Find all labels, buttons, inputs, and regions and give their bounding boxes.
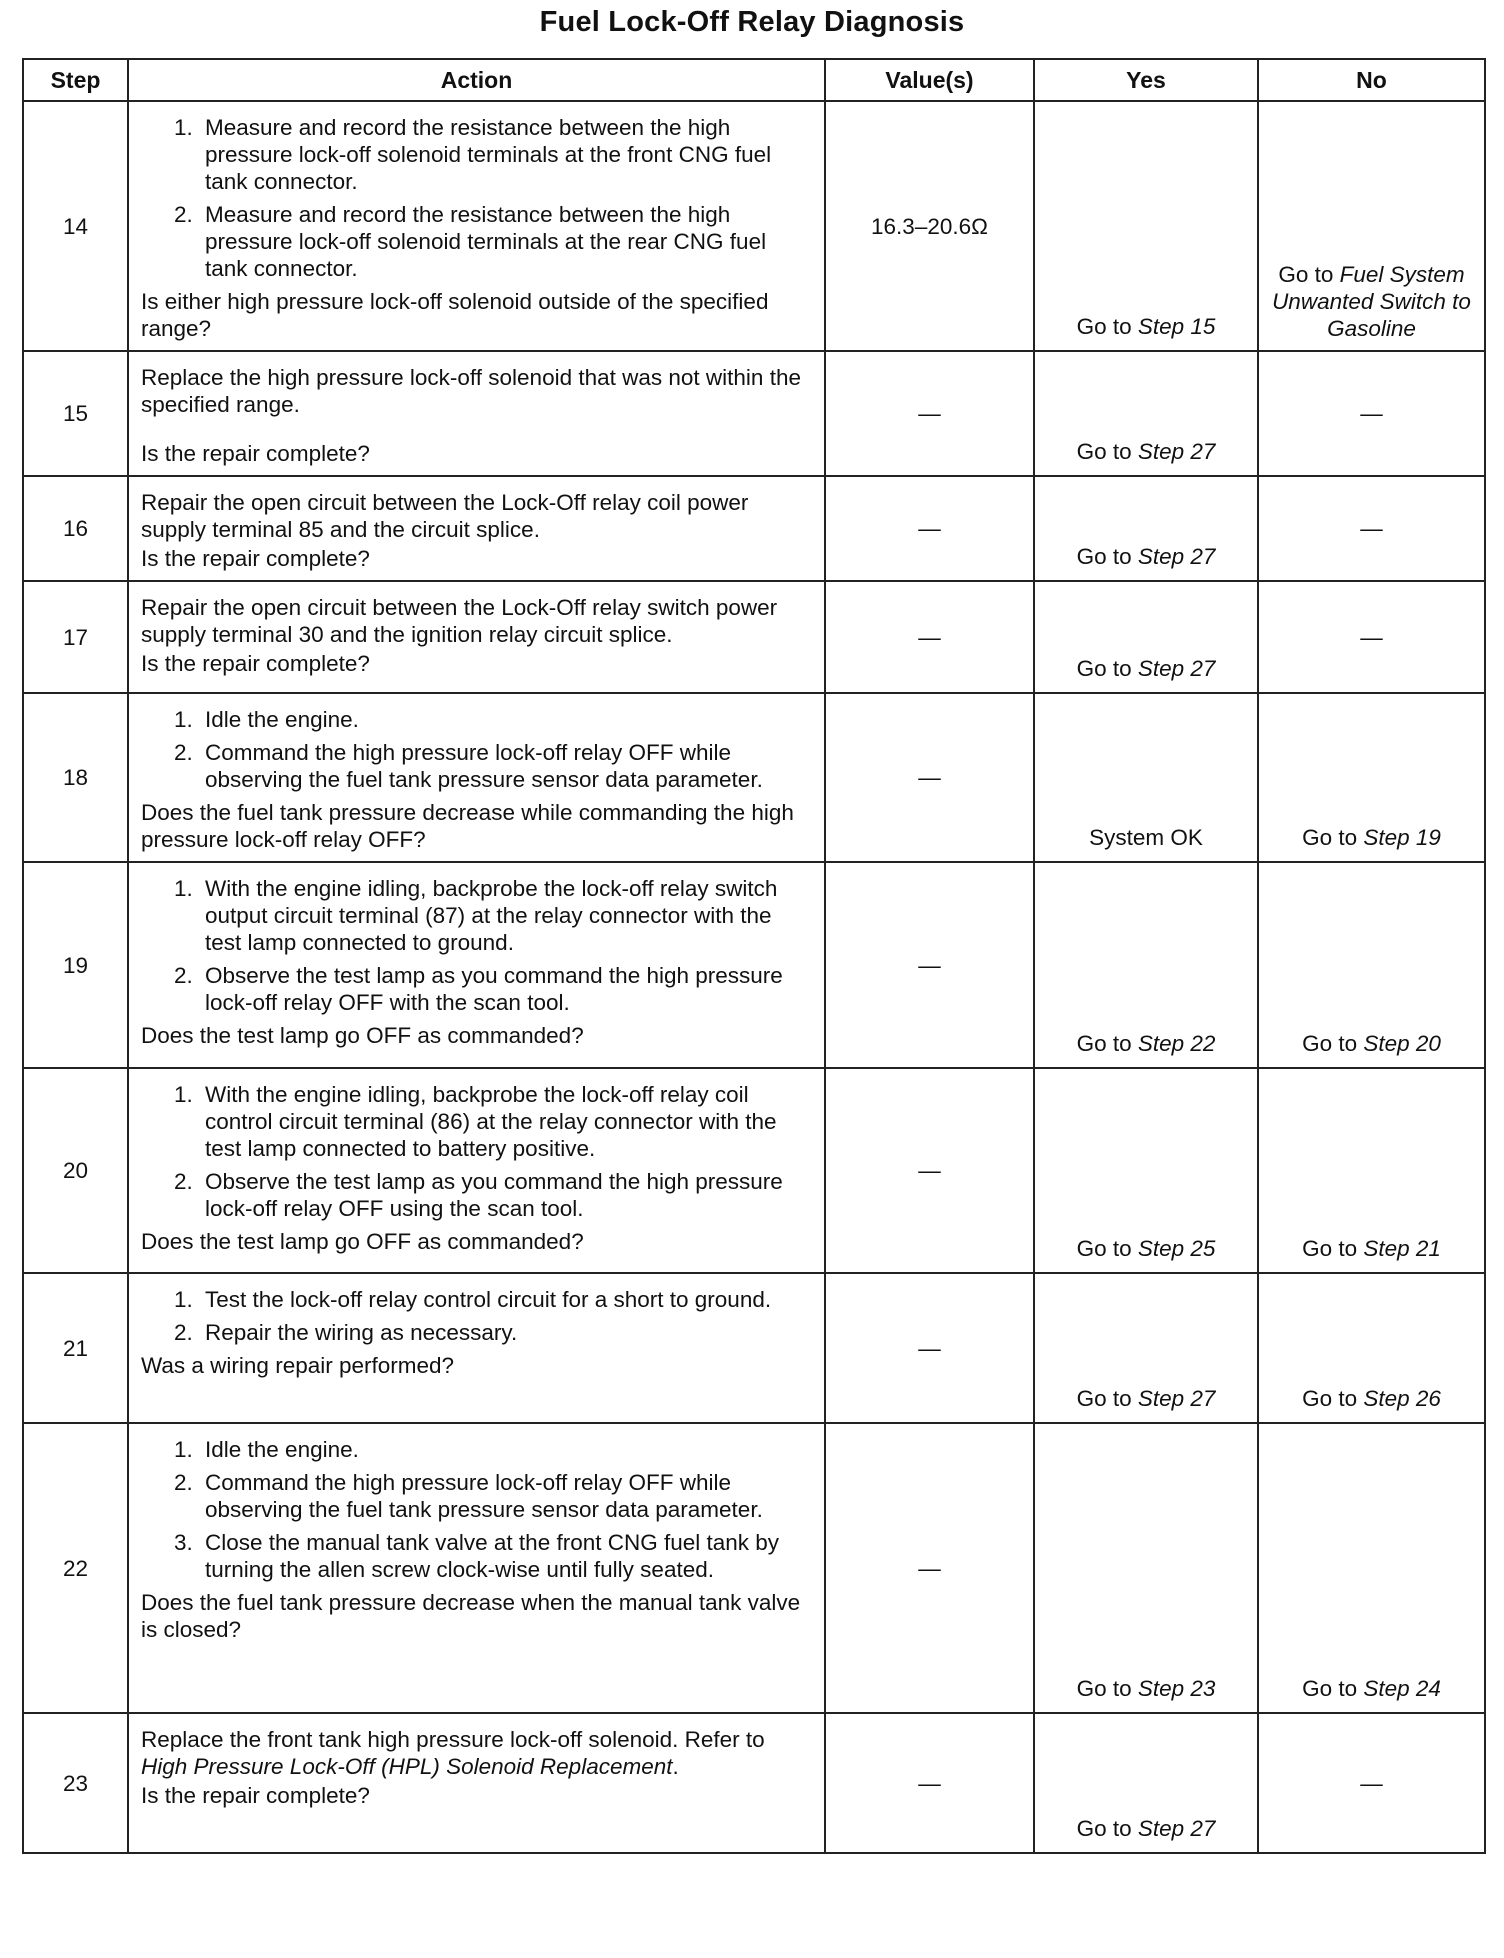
action-cell	[128, 476, 825, 581]
yes-cell	[1034, 1068, 1258, 1273]
action-cell	[128, 693, 825, 862]
table-row	[23, 1273, 1485, 1423]
no-cell	[1258, 693, 1485, 862]
value-cell: —	[825, 581, 1034, 693]
yes-step-link[interactable]: Step 15	[1137, 314, 1216, 339]
action-question: Is either high pressure lock-off solenoid outside of the specified range?	[141, 289, 769, 341]
header-no: No	[1258, 59, 1485, 101]
header-values: Value(s)	[825, 59, 1034, 101]
no-cell	[1258, 1068, 1485, 1273]
step-number: 23	[23, 1713, 128, 1853]
yes-cell	[1034, 862, 1258, 1068]
action-question: Does the fuel tank pressure decrease while commanding the high pressure lock-off relay OFF?	[141, 800, 794, 852]
yes-step-link[interactable]: Step 27	[1137, 656, 1216, 681]
yes-prefix: Go to	[1076, 1236, 1138, 1261]
action-question: Was a wiring repair performed?	[141, 1353, 455, 1378]
action-question: Is the repair complete?	[141, 651, 370, 676]
action-cell	[128, 1068, 825, 1273]
yes-step-link[interactable]: Step 27	[1137, 1816, 1216, 1841]
table-row	[23, 1713, 1485, 1853]
step-number: 22	[23, 1423, 128, 1713]
yes-prefix: Go to	[1076, 1816, 1138, 1841]
action-cell	[128, 1423, 825, 1713]
step-number: 16	[23, 476, 128, 581]
no-prefix: Go to	[1302, 1031, 1364, 1056]
header-row	[23, 59, 1485, 101]
action-item: 1. Idle the engine.	[199, 1436, 814, 1463]
action-item: 3. Close the manual tank valve at the front CNG fuel tank by turning the allen screw clock-wise until fully seated.	[199, 1529, 814, 1583]
step-number: 21	[23, 1273, 128, 1423]
yes-step-link[interactable]: Step 27	[1137, 544, 1216, 569]
no-prefix: Go to	[1278, 262, 1340, 287]
action-question: Is the repair complete?	[141, 1783, 370, 1808]
yes-step-link[interactable]: Step 27	[1137, 439, 1216, 464]
no-step-link[interactable]: Step 21	[1363, 1236, 1441, 1261]
value-cell: —	[825, 1713, 1034, 1853]
yes-cell	[1034, 1423, 1258, 1713]
step-number: 20	[23, 1068, 128, 1273]
header-action: Action	[128, 59, 825, 101]
yes-prefix: Go to	[1076, 656, 1138, 681]
no-step-link[interactable]: Step 19	[1363, 825, 1441, 850]
no-cell: —	[1258, 476, 1485, 581]
yes-cell	[1034, 351, 1258, 476]
yes-cell	[1034, 101, 1258, 351]
header-yes: Yes	[1034, 59, 1258, 101]
action-cell	[128, 1273, 825, 1423]
no-cell	[1258, 862, 1485, 1068]
no-prefix: Go to	[1302, 825, 1364, 850]
diagnosis-table	[22, 58, 1486, 1854]
yes-prefix: Go to	[1076, 1031, 1138, 1056]
action-text-suffix: .	[672, 1754, 679, 1779]
header-step: Step	[23, 59, 128, 101]
action-cell	[128, 351, 825, 476]
yes-step-link[interactable]: Step 25	[1137, 1236, 1216, 1261]
step-number: 14	[23, 101, 128, 351]
table-row	[23, 476, 1485, 581]
yes-cell	[1034, 1713, 1258, 1853]
no-step-link[interactable]: Step 26	[1363, 1386, 1441, 1411]
table-row	[23, 351, 1485, 476]
value-cell: —	[825, 1423, 1034, 1713]
action-question: Does the test lamp go OFF as commanded?	[141, 1023, 584, 1048]
value-cell: —	[825, 862, 1034, 1068]
step-number: 18	[23, 693, 128, 862]
action-cell	[128, 1713, 825, 1853]
no-step-link[interactable]: Step 24	[1363, 1676, 1441, 1701]
action-item: 2. Command the high pressure lock-off relay OFF while observing the fuel tank pressure sensor data parameter.	[199, 739, 814, 793]
value-cell: —	[825, 1068, 1034, 1273]
step-number: 19	[23, 862, 128, 1068]
action-text: Replace the high pressure lock-off solenoid that was not within the specified range.	[141, 365, 801, 417]
action-question: Is the repair complete?	[141, 546, 370, 571]
action-cell	[128, 101, 825, 351]
action-cell	[128, 862, 825, 1068]
action-question: Is the repair complete?	[141, 441, 370, 466]
action-text: Repair the open circuit between the Lock-Off relay switch power supply terminal 30 and the ignition relay circuit splice.	[141, 595, 778, 647]
yes-step-link[interactable]: Step 22	[1137, 1031, 1216, 1056]
procedure-link[interactable]: High Pressure Lock-Off (HPL) Solenoid Replacement	[141, 1754, 673, 1779]
no-cell	[1258, 101, 1485, 351]
action-item: 2. Observe the test lamp as you command the high pressure lock-off relay OFF using the scan tool.	[199, 1168, 814, 1222]
step-number: 15	[23, 351, 128, 476]
action-item: 1. Measure and record the resistance between the high pressure lock-off solenoid terminals at the front CNG fuel tank connector.	[199, 114, 814, 195]
no-cell	[1258, 1423, 1485, 1713]
no-cell	[1258, 1273, 1485, 1423]
page-title: Fuel Lock-Off Relay Diagnosis	[539, 6, 965, 38]
table-row	[23, 1068, 1485, 1273]
yes-prefix: Go to	[1076, 1386, 1138, 1411]
no-prefix: Go to	[1302, 1236, 1364, 1261]
yes-cell	[1034, 1273, 1258, 1423]
table-row	[23, 1423, 1485, 1713]
yes-cell	[1034, 581, 1258, 693]
yes-step-link[interactable]: Step 27	[1137, 1386, 1216, 1411]
no-prefix: Go to	[1302, 1676, 1364, 1701]
action-text: Repair the open circuit between the Lock-Off relay coil power supply terminal 85 and the circuit splice.	[141, 490, 749, 542]
action-item: 1. Test the lock-off relay control circuit for a short to ground.	[199, 1286, 814, 1313]
no-cell: —	[1258, 581, 1485, 693]
table-row	[23, 581, 1485, 693]
action-item: 2. Observe the test lamp as you command the high pressure lock-off relay OFF with the scan tool.	[199, 962, 814, 1016]
no-procedure-link[interactable]: Fuel System Unwanted Switch to Gasoline	[1272, 262, 1471, 341]
action-item: 1. Idle the engine.	[199, 706, 814, 733]
no-cell: —	[1258, 1713, 1485, 1853]
value-cell: —	[825, 1273, 1034, 1423]
value-cell: —	[825, 693, 1034, 862]
action-question: Does the fuel tank pressure decrease when the manual tank valve is closed?	[141, 1590, 801, 1642]
action-question: Does the test lamp go OFF as commanded?	[141, 1229, 584, 1254]
no-step-link[interactable]: Step 20	[1363, 1031, 1441, 1056]
table-row	[23, 693, 1485, 862]
action-item: 2. Command the high pressure lock-off relay OFF while observing the fuel tank pressure sensor data parameter.	[199, 1469, 814, 1523]
action-item: 2. Repair the wiring as necessary.	[199, 1319, 814, 1346]
table-row	[23, 862, 1485, 1068]
yes-prefix: Go to	[1076, 544, 1138, 569]
no-prefix: Go to	[1302, 1386, 1364, 1411]
no-cell: —	[1258, 351, 1485, 476]
action-cell	[128, 581, 825, 693]
value-cell: —	[825, 476, 1034, 581]
yes-prefix: Go to	[1076, 439, 1138, 464]
action-text	[141, 1727, 765, 1779]
action-item: 2. Measure and record the resistance between the high pressure lock-off solenoid terminals at the rear CNG fuel tank connector.	[199, 201, 814, 282]
yes-prefix: Go to	[1076, 314, 1138, 339]
value-cell: —	[825, 351, 1034, 476]
yes-cell: System OK	[1034, 693, 1258, 862]
action-text-prefix: Replace the front tank high pressure lock-off solenoid. Refer to	[141, 1727, 765, 1752]
table-row	[23, 101, 1485, 351]
value-cell: 16.3–20.6Ω	[825, 101, 1034, 351]
step-number: 17	[23, 581, 128, 693]
action-item: 1. With the engine idling, backprobe the lock-off relay switch output circuit terminal (87) at the relay connector with the test lamp connected to ground.	[199, 875, 814, 956]
action-item: 1. With the engine idling, backprobe the lock-off relay coil control circuit terminal (86) at the relay connector with the test lamp connected to battery positive.	[199, 1081, 814, 1162]
yes-cell	[1034, 476, 1258, 581]
yes-step-link[interactable]: Step 23	[1137, 1676, 1216, 1701]
yes-prefix: Go to	[1076, 1676, 1138, 1701]
